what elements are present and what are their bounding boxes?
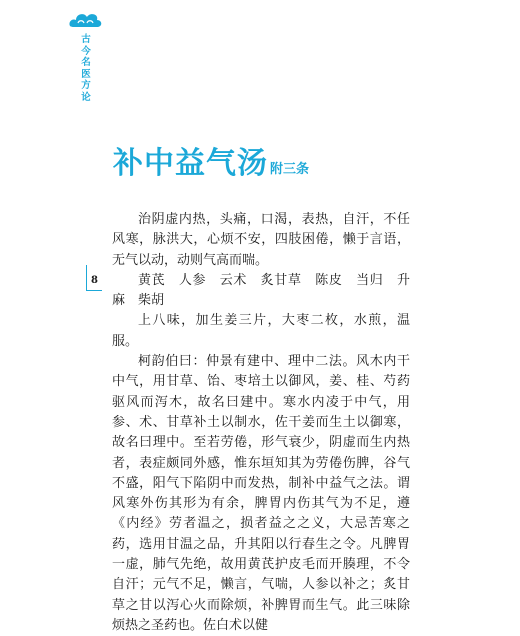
paragraph-indications: 治阴虚内热，头痛，口渴，表热，自汗，不任风寒，脉洪大，心烦不安，四肢困倦，懒于言语，无气以动，动则气高而喘。: [112, 212, 410, 268]
heading-subtitle: 附三条: [270, 162, 310, 177]
series-title: 古今名医方论: [81, 34, 91, 103]
section-heading: [113, 138, 309, 182]
body-text: [112, 210, 410, 636]
page-number: 8: [91, 275, 98, 286]
paragraph-preparation: 上八味，加生姜三片，大枣二枚，水煎，温服。: [112, 313, 410, 349]
page-number-rule: [86, 265, 87, 291]
paragraph-ingredients: 黄芪 人参 云术 炙甘草 陈皮 当归 升麻 柴胡: [112, 272, 410, 309]
cloud-logo-icon: [66, 8, 104, 32]
page-number-underline: [86, 290, 102, 291]
heading-title: 补中益气汤: [113, 146, 268, 181]
paragraph-commentary: 柯韵伯曰：仲景有建中、理中二法。风木内干中气，用甘草、饴、枣培土以御风，姜、桂、芍药驱风而泻木，故名曰建中。寒水内凌于中气，用参、术、甘草补土以制水，佐干姜而生土以御寒，故名曰理中。至若劳倦，形气衰少，阴虚而生内热者，表症颇同外感，惟东垣知其为劳倦伤脾，谷气不盛，阳气下陷阴中而发热，制补中益气之法。谓风寒外伤其形为有余，脾胃内伤其气为不足，遵《内经》劳者温之，损者益之之义，大忌苦寒之药，选用甘温之品，升其阳以行春生之令。凡脾胃一虚，肺气先绝，故用黄芪护皮毛而开腠理，不令自汗；元气不足，懒言，气喘，人参以补之；炙甘草之甘以泻心火而除烦，补脾胃而生气。此三味除烦热之圣药也。佐白术以健: [112, 354, 410, 633]
